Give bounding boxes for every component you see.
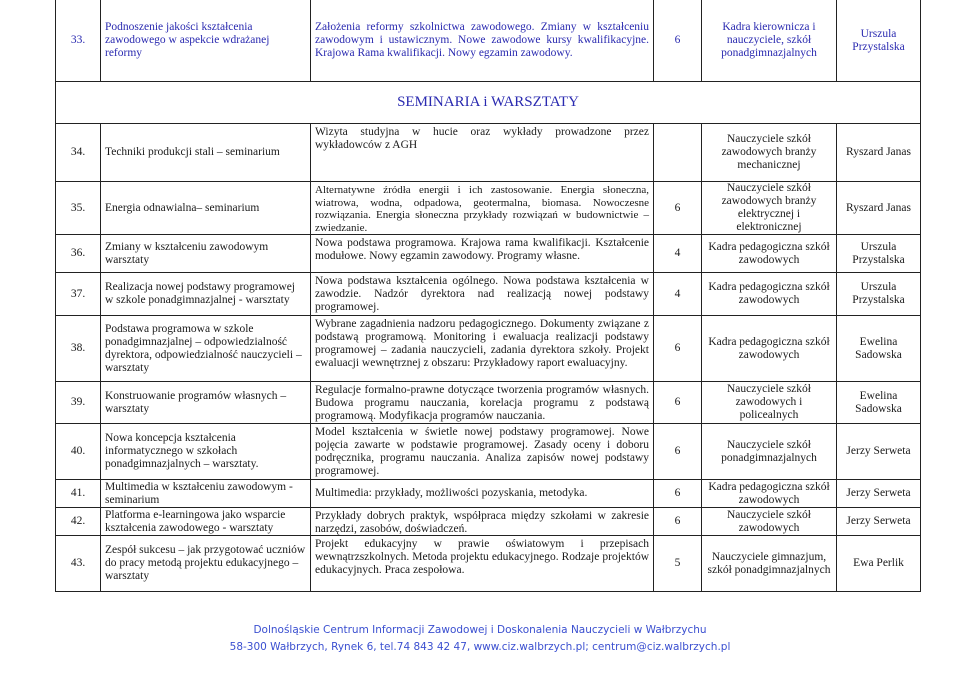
- row-group: Nauczyciele szkół zawodowych i policealnych: [701, 382, 836, 423]
- row-content: Przykłady dobrych praktyk, współpraca między szkołami w zakresie narzędzi, zasobów, doświadczeń.: [310, 508, 653, 535]
- row-number: 40.: [55, 424, 100, 479]
- row-number: 43.: [55, 536, 100, 591]
- row-hours: 5: [653, 536, 701, 591]
- row-leader: Jerzy Serweta: [836, 480, 921, 507]
- row-group: Kadra pedagogiczna szkół zawodowych: [701, 235, 836, 272]
- row-content: Nowa podstawa kształcenia ogólnego. Nowa podstawa kształcenia w zawodzie. Nadzór dyrektora nad realizacją nowej podstawy programowej.: [310, 273, 653, 315]
- row-number: 35.: [55, 182, 100, 234]
- row-hours: 6: [653, 424, 701, 479]
- table-row: [55, 182, 921, 235]
- table-row: [55, 536, 921, 592]
- row-leader: Jerzy Serweta: [836, 424, 921, 479]
- row-hours: 6: [653, 316, 701, 381]
- row-number: 42.: [55, 508, 100, 535]
- row-leader: Urszula Przystalska: [836, 235, 921, 272]
- row-group: Kadra pedagogiczna szkół zawodowych: [701, 480, 836, 507]
- row-topic: Realizacja nowej podstawy programowej w szkole ponadgimnazjalnej - warsztaty: [100, 273, 310, 315]
- row-hours: 6: [653, 480, 701, 507]
- row-group: Kadra pedagogiczna szkół zawodowych: [701, 316, 836, 381]
- row-topic: Multimedia w kształceniu zawodowym - seminarium: [100, 480, 310, 507]
- seminars-table: [55, 124, 921, 592]
- row-content: Założenia reformy szkolnictwa zawodowego. Zmiany w kształceniu zawodowym i ustawicznym. Nowe zawodowe kursy kwalifikacyjne. Krajowa Rama kwalifikacji. Nowy egzamin zawodowy.: [310, 0, 653, 81]
- row-hours: 6: [653, 182, 701, 234]
- table-row: [55, 316, 921, 382]
- table-row: [55, 382, 921, 424]
- row-number: 34.: [55, 124, 100, 181]
- row-number: 41.: [55, 480, 100, 507]
- row-leader: Urszula Przystalska: [836, 0, 921, 81]
- table-row: [55, 273, 921, 316]
- row-group: Nauczyciele gimnazjum, szkół ponadgimnazjalnych: [701, 536, 836, 591]
- row-number: 38.: [55, 316, 100, 381]
- row-group: Nauczyciele szkół zawodowych branży elektrycznej i elektronicznej: [701, 182, 836, 234]
- section-title: SEMINARIA i WARSZTATY: [55, 82, 921, 124]
- row-group: Nauczyciele szkół ponadgimnazjalnych: [701, 424, 836, 479]
- row-leader: Ryszard Janas: [836, 124, 921, 181]
- row-hours: 4: [653, 273, 701, 315]
- row-topic: Nowa koncepcja kształcenia informatycznego w szkołach ponadgimnazjalnych – warsztaty.: [100, 424, 310, 479]
- row-hours: 4: [653, 235, 701, 272]
- row-topic: Zespół sukcesu – jak przygotować uczniów do pracy metodą projektu edukacyjnego – warsztaty: [100, 536, 310, 591]
- row-topic: Energia odnawialna– seminarium: [100, 182, 310, 234]
- row-topic: Podnoszenie jakości kształcenia zawodowego w aspekcie wdrażanej reformy: [100, 0, 310, 81]
- row-content: Model kształcenia w świetle nowej podstawy programowej. Nowe pojęcia zawarte w podstawie programowej. Zasady oceny i doboru podręcznika, programu nauczania. Analiza zapisów nowej podstawy programowej.: [310, 424, 653, 479]
- row-hours: [653, 124, 701, 181]
- row-leader: Ryszard Janas: [836, 182, 921, 234]
- row-leader: Jerzy Serweta: [836, 508, 921, 535]
- row-content: Wizyta studyjna w hucie oraz wykłady prowadzone przez wykładowców z AGH: [310, 124, 653, 181]
- table-row: [55, 508, 921, 536]
- row-content: Projekt edukacyjny w prawie oświatowym i przepisach wewnątrzszkolnych. Metoda projektu edukacyjnego. Rodzaje projektów edukacyjnych. Praca zespołowa.: [310, 536, 653, 591]
- row-number: 39.: [55, 382, 100, 423]
- table-row: [55, 424, 921, 480]
- row-topic: Podstawa programowa w szkole ponadgimnazjalnej – odpowiedzialność dyrektora, odpowiedzialność nauczycieli – warsztaty: [100, 316, 310, 381]
- table-row: [55, 0, 921, 82]
- table-row: [55, 480, 921, 508]
- row-group: Kadra kierownicza i nauczyciele, szkół ponadgimnazjalnych: [701, 0, 836, 81]
- row-topic: Techniki produkcji stali – seminarium: [100, 124, 310, 181]
- footer-institution: Dolnośląskie Centrum Informacji Zawodowej i Doskonalenia Nauczycieli w Wałbrzychu: [253, 624, 707, 636]
- row-number: 37.: [55, 273, 100, 315]
- table-row: [55, 124, 921, 182]
- row-group: Kadra pedagogiczna szkół zawodowych: [701, 273, 836, 315]
- row-content: Alternatywne źródła energii i ich zastosowanie. Energia słoneczna, wiatrowa, wodna, odpadowa, geotermalna, biomasa. Nowoczesne rozwiązania. Energia słoneczna przykłady rozwiązań w budownictwie – zwiedzanie.: [310, 182, 653, 234]
- row-topic: Konstruowanie programów własnych – warsztaty: [100, 382, 310, 423]
- row-content: Nowa podstawa programowa. Krajowa rama kwalifikacji. Kształcenie modułowe. Nowy egzamin zawodowy. Programy własne.: [310, 235, 653, 272]
- table-row: [55, 235, 921, 273]
- row-leader: Ewelina Sadowska: [836, 316, 921, 381]
- row-leader: Ewa Perlik: [836, 536, 921, 591]
- row-group: Nauczyciele szkół zawodowych: [701, 508, 836, 535]
- row-number: 33.: [55, 0, 100, 81]
- footer-contact: 58-300 Wałbrzych, Rynek 6, tel.74 843 42 47, www.ciz.walbrzych.pl; centrum@ciz.walbrzych.pl: [229, 641, 731, 653]
- row-content: Regulacje formalno-prawne dotyczące tworzenia programów własnych. Budowa programu nauczania, korelacja programu z podstawą programową. Modyfikacja programów nauczania.: [310, 382, 653, 423]
- row-leader: Urszula Przystalska: [836, 273, 921, 315]
- row-group: Nauczyciele szkół zawodowych branży mechanicznej: [701, 124, 836, 181]
- row-number: 36.: [55, 235, 100, 272]
- row-topic: Zmiany w kształceniu zawodowym warsztaty: [100, 235, 310, 272]
- row-hours: 6: [653, 382, 701, 423]
- top-table: [55, 0, 921, 82]
- row-content: Wybrane zagadnienia nadzoru pedagogicznego. Dokumenty związane z podstawą programową. Monitoring i ewaluacja realizacji podstawy programowej – zadania nauczycieli, zadania dyrektora szkoły. Projekt ewaluacji wewnętrznej z obszaru: Przykładowy raport ewaluacyjny.: [310, 316, 653, 381]
- row-topic: Platforma e-learningowa jako wsparcie kształcenia zawodowego - warsztaty: [100, 508, 310, 535]
- row-hours: 6: [653, 0, 701, 81]
- row-content: Multimedia: przykłady, możliwości pozyskania, metodyka.: [310, 480, 653, 507]
- row-hours: 6: [653, 508, 701, 535]
- row-leader: Ewelina Sadowska: [836, 382, 921, 423]
